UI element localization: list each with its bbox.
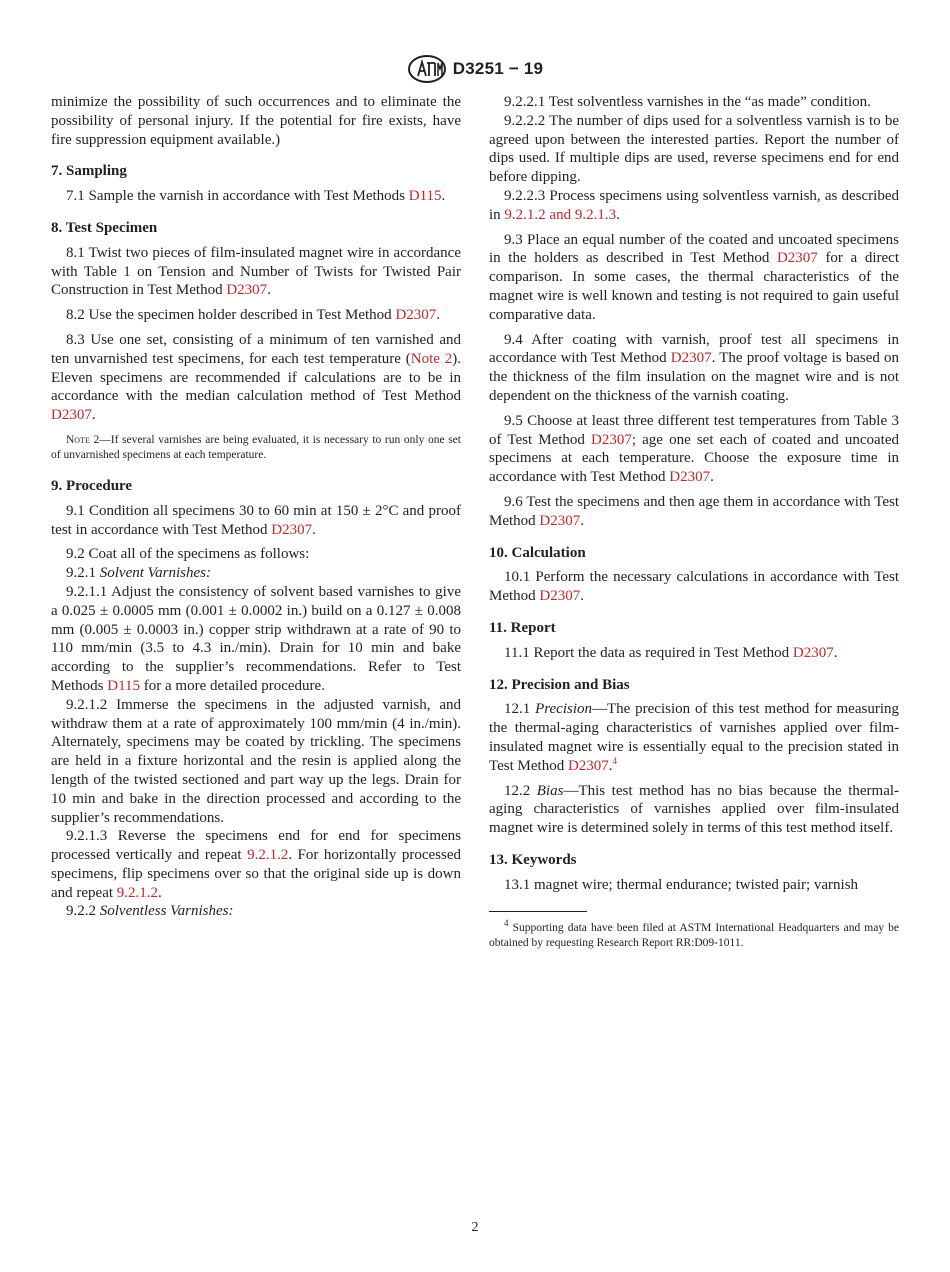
paragraph-9-6: 9.6 Test the specimens and then age them in accordance with Test Method D2307. [489,493,899,529]
section-12-title: 12. Precision and Bias [489,676,630,693]
right-column [489,93,899,950]
paragraph-8-2: 8.2 Use the specimen holder described in Test Method D2307. [66,307,441,324]
link-d2307[interactable]: D2307 [776,250,818,267]
link-d2307[interactable]: D2307 [539,512,581,529]
paragraph-13-1: 13.1 magnet wire; thermal endurance; twisted pair; varnish [504,876,859,893]
link-9-2-1-2[interactable]: 9.2.1.2 [116,884,159,901]
paragraph-8-1: 8.1 Twist two pieces of film-insulated magnet wire in accordance with Table 1 on Tension and Number of Twists for Twisted Pair Construction in Test Method D2307. [51,244,461,299]
section-8-title: 8. Test Specimen [51,219,158,236]
paragraph-9-4: 9.4 After coating with varnish, proof test all specimens in accordance with Test Method D2307. The proof voltage is based on the thickness of the film insulation on the magnet wire and is not dependent on the thickness of the varnish coating. [489,331,899,404]
paragraph-12-2: 12.2 Bias—This test method has no bias because the thermal-aging characteristics of varnishes applied over film-insulated magnet wire is determined solely in terms of this test method itself. [489,782,900,837]
paragraph-9-2-1-2: 9.2.1.2 Immerse the specimens in the adjusted varnish, and withdraw them at a rate of approximately 100 mm/min (4 in./min). Alternately, specimens may be coated by trickling. The specimens are held in a fixture horizontal and the resin is applied along the length of the twisted sectioned and part way up the legs. Drain for 10 min and bake in the direction processed and according to the supplier’s recommendations. [51,696,461,826]
link-d2307[interactable]: D2307 [51,407,92,424]
document-id: D3251 − 19 [452,59,544,78]
paragraph-12-1: 12.1 Precision—The precision of this test method for measuring the thermal-aging characteristics of varnishes applied over film-insulated magnet wire is essentially equal to the precision stated in Test Method D2307.$^4$ [489,701,899,774]
paragraph-9-2-1-1: 9.2.1.1 Adjust the consistency of solvent based varnishes to give a 0.025 ± 0.0005 mm (0.001 ± 0.0002 in.) build on a 0.127 ± 0.008 mm (0.005 ± 0.0003 in.) copper strip withdrawn at a rate of 90 to 110 mm/min (3.5 to 4.3 in./min). Drain for 10 min and bake according to the supplier’s recommendations. Refer to Test Methods D115 for a more detailed procedure. [51,583,461,694]
link-d2307[interactable]: D2307 [395,307,437,324]
paragraph-intro: minimize the possibility of such occurrences and to eliminate the possibility of personal injury. If the potential for fire exists, have fire suppression equipment available.) [51,94,461,148]
paragraph-9-2-1-3: 9.2.1.3 Reverse the specimens end for end for specimens processed vertically and repeat 9.2.1.2. For horizontally processed specimens, flip specimens over so that the original side up is down and repeat 9.2.1.2. [51,828,462,901]
link-d2307[interactable]: D2307 [271,521,313,538]
page-header [0,54,950,84]
link-d2307[interactable]: D2307 [539,588,581,605]
link-d2307[interactable]: D2307 [670,350,712,367]
section-10-title: 10. Calculation [489,544,586,561]
link-d2307[interactable]: D2307 [567,757,609,774]
paragraph-9-2-2-3: 9.2.2.3 Process specimens using solventless varnish, as described in 9.2.1.2 and 9.2.1.3. [489,187,899,223]
link-9-2-1-2-and-9-2-1-3[interactable]: 9.2.1.2 and 9.2.1.3 [504,206,617,223]
note-2: Note 2—If several varnishes are being evaluated, it is necessary to run only one set of unvarnished specimens at each temperature. [51,433,461,462]
paragraph-9-2: 9.2 Coat all of the specimens as follows: [66,546,310,563]
paragraph-9-2-2: 9.2.2 Solventless Varnishes: [66,903,234,920]
link-d2307[interactable]: D2307 [226,282,268,299]
section-11-title: 11. Report [489,619,556,636]
paragraph-9-2-2-1: 9.2.2.1 Test solventless varnishes in the “as made” condition. [504,94,871,110]
page-number: 2 [471,1220,479,1235]
section-9-title: 9. Procedure [51,477,133,494]
paragraph-9-1: 9.1 Condition all specimens 30 to 60 min at 150 ± 2°C and proof test in accordance with Test Method D2307. [51,502,461,538]
paragraph-9-2-2-2: 9.2.2.2 The number of dips used for a solventless varnish is to be agreed upon between the interested parties. Report the number of dips used. If multiple dips are used, reverse specimens end for end before dipping. [489,112,899,186]
link-d115[interactable]: D115 [408,188,442,205]
paragraph-8-3: 8.3 Use one set, consisting of a minimum of ten varnished and ten unvarnished test specimens, for each test temperature (Note 2). Eleven specimens are recommended if calculations are to be in accordance with the median calculation method of Test Method D2307. [51,331,461,424]
paragraph-9-2-1: 9.2.1 Solvent Varnishes: [66,565,211,582]
link-d2307[interactable]: D2307 [669,469,711,486]
paragraph-11-1: 11.1 Report the data as required in Test Method D2307. [504,644,838,661]
link-d2307[interactable]: D2307 [792,644,834,661]
section-7-title: 7. Sampling [51,163,127,180]
section-13-title: 13. Keywords [489,851,577,868]
paragraph-9-3: 9.3 Place an equal number of the coated and uncoated specimens in the holders as described in Test Method D2307 for a direct comparison. In some cases, the thermal characteristics of the magnet wire is well known and testing is not required to gain useful comparative data. [489,231,899,323]
link-note-2[interactable]: Note 2 [410,350,453,367]
footnote-4: $^4$ Supporting data have been filed at ASTM International Headquarters and may be obtained by requesting Research Report RR:D09-1011. [489,918,899,949]
paragraph-7-1: 7.1 Sample the varnish in accordance with Test Methods D115. [66,188,446,205]
astm-logo-icon [407,54,447,84]
link-d115[interactable]: D115 [107,677,141,694]
footnote-divider [489,911,587,912]
paragraph-9-5: 9.5 Choose at least three different test temperatures from Table 3 of Test Method D2307; age one set each of coated and uncoated specimens at each temperature. Choose the exposure time in accordance with Test Method D2307. [489,412,899,486]
link-d2307[interactable]: D2307 [591,431,632,448]
left-column [51,93,461,921]
link-9-2-1-2[interactable]: 9.2.1.2 [247,847,289,864]
footnote-ref-4[interactable]: 4 [612,755,618,766]
paragraph-10-1: 10.1 Perform the necessary calculations in accordance with Test Method D2307. [489,569,899,605]
